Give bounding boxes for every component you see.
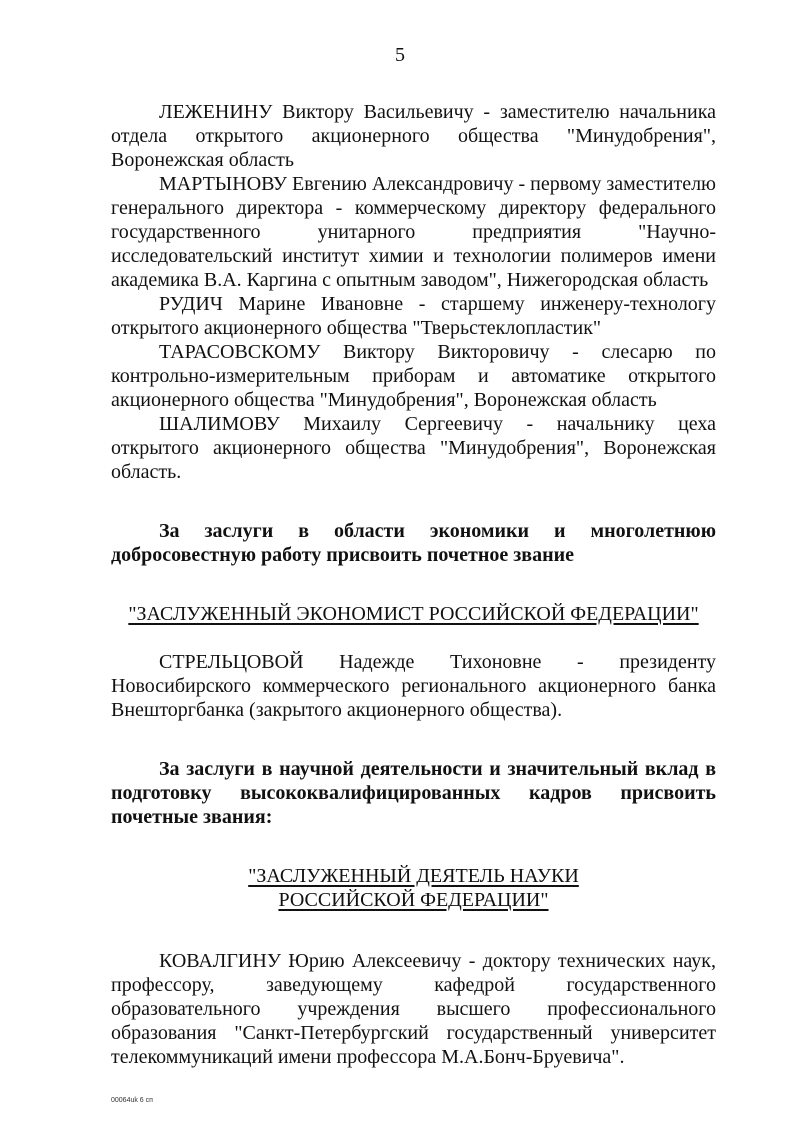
document-body [111,100,716,1069]
science-award-intro: За заслуги в научной деятельности и значительный вклад в подготовку высококвалифицированных кадров присвоить почетные звания: [111,758,716,828]
page-number: 5 [395,44,405,66]
footer-document-code: 00064uk 6 сп [111,1097,153,1104]
science-award-title [111,864,716,912]
award-recipient-lezhenin: ЛЕЖЕНИНУ Виктору Васильевичу - заместителю начальника отдела открытого акционерного общества "Минудобрения", Воронежская область [111,101,716,171]
economics-award-title: "ЗАСЛУЖЕННЫЙ ЭКОНОМИСТ РОССИЙСКОЙ ФЕДЕРАЦИИ" [128,603,699,625]
award-recipient-streltsova: СТРЕЛЬЦОВОЙ Надежде Тихоновне - президенту Новосибирского коммерческого регионального акционерного банка Внешторгбанка (закрытого акционерного общества). [111,651,716,721]
economics-award-intro: За заслуги в области экономики и многолетнюю добросовестную работу присвоить почетное звание [111,520,716,566]
science-award-title-line-2: РОССИЙСКОЙ ФЕДЕРАЦИИ" [278,889,549,911]
award-recipient-kovalgin: КОВАЛГИНУ Юрию Алексеевичу - доктору технических наук, профессору, заведующему кафедрой государственного образовательного учреждения высшего профессионального образования "Санкт-Петербургский государственный университет телекоммуникаций имени профессора М.А.Бонч-Бруевича". [111,950,716,1068]
award-recipient-shalimov: ШАЛИМОВУ Михаилу Сергеевичу - начальнику цеха открытого акционерного общества "Минудобрения", Воронежская область. [111,413,716,483]
award-recipient-martynov: МАРТЫНОВУ Евгению Александровичу - первому заместителю генерального директора - коммерческому директору федерального государственного унитарного предприятия "Научно-исследовательский институт химии и технологии полимеров имени академика В.А. Каргина с опытным заводом", Нижегородская область [111,173,716,291]
science-award-title-line-1: "ЗАСЛУЖЕННЫЙ ДЕЯТЕЛЬ НАУКИ [248,865,579,887]
award-recipient-rudich: РУДИЧ Марине Ивановне - старшему инженеру-технологу открытого акционерного общества "Тверьстеклопластик" [111,293,716,339]
award-recipient-tarasovsky: ТАРАСОВСКОМУ Виктору Викторовичу - слесарю по контрольно-измерительным приборам и автоматике открытого акционерного общества "Минудобрения", Воронежская область [111,341,716,411]
